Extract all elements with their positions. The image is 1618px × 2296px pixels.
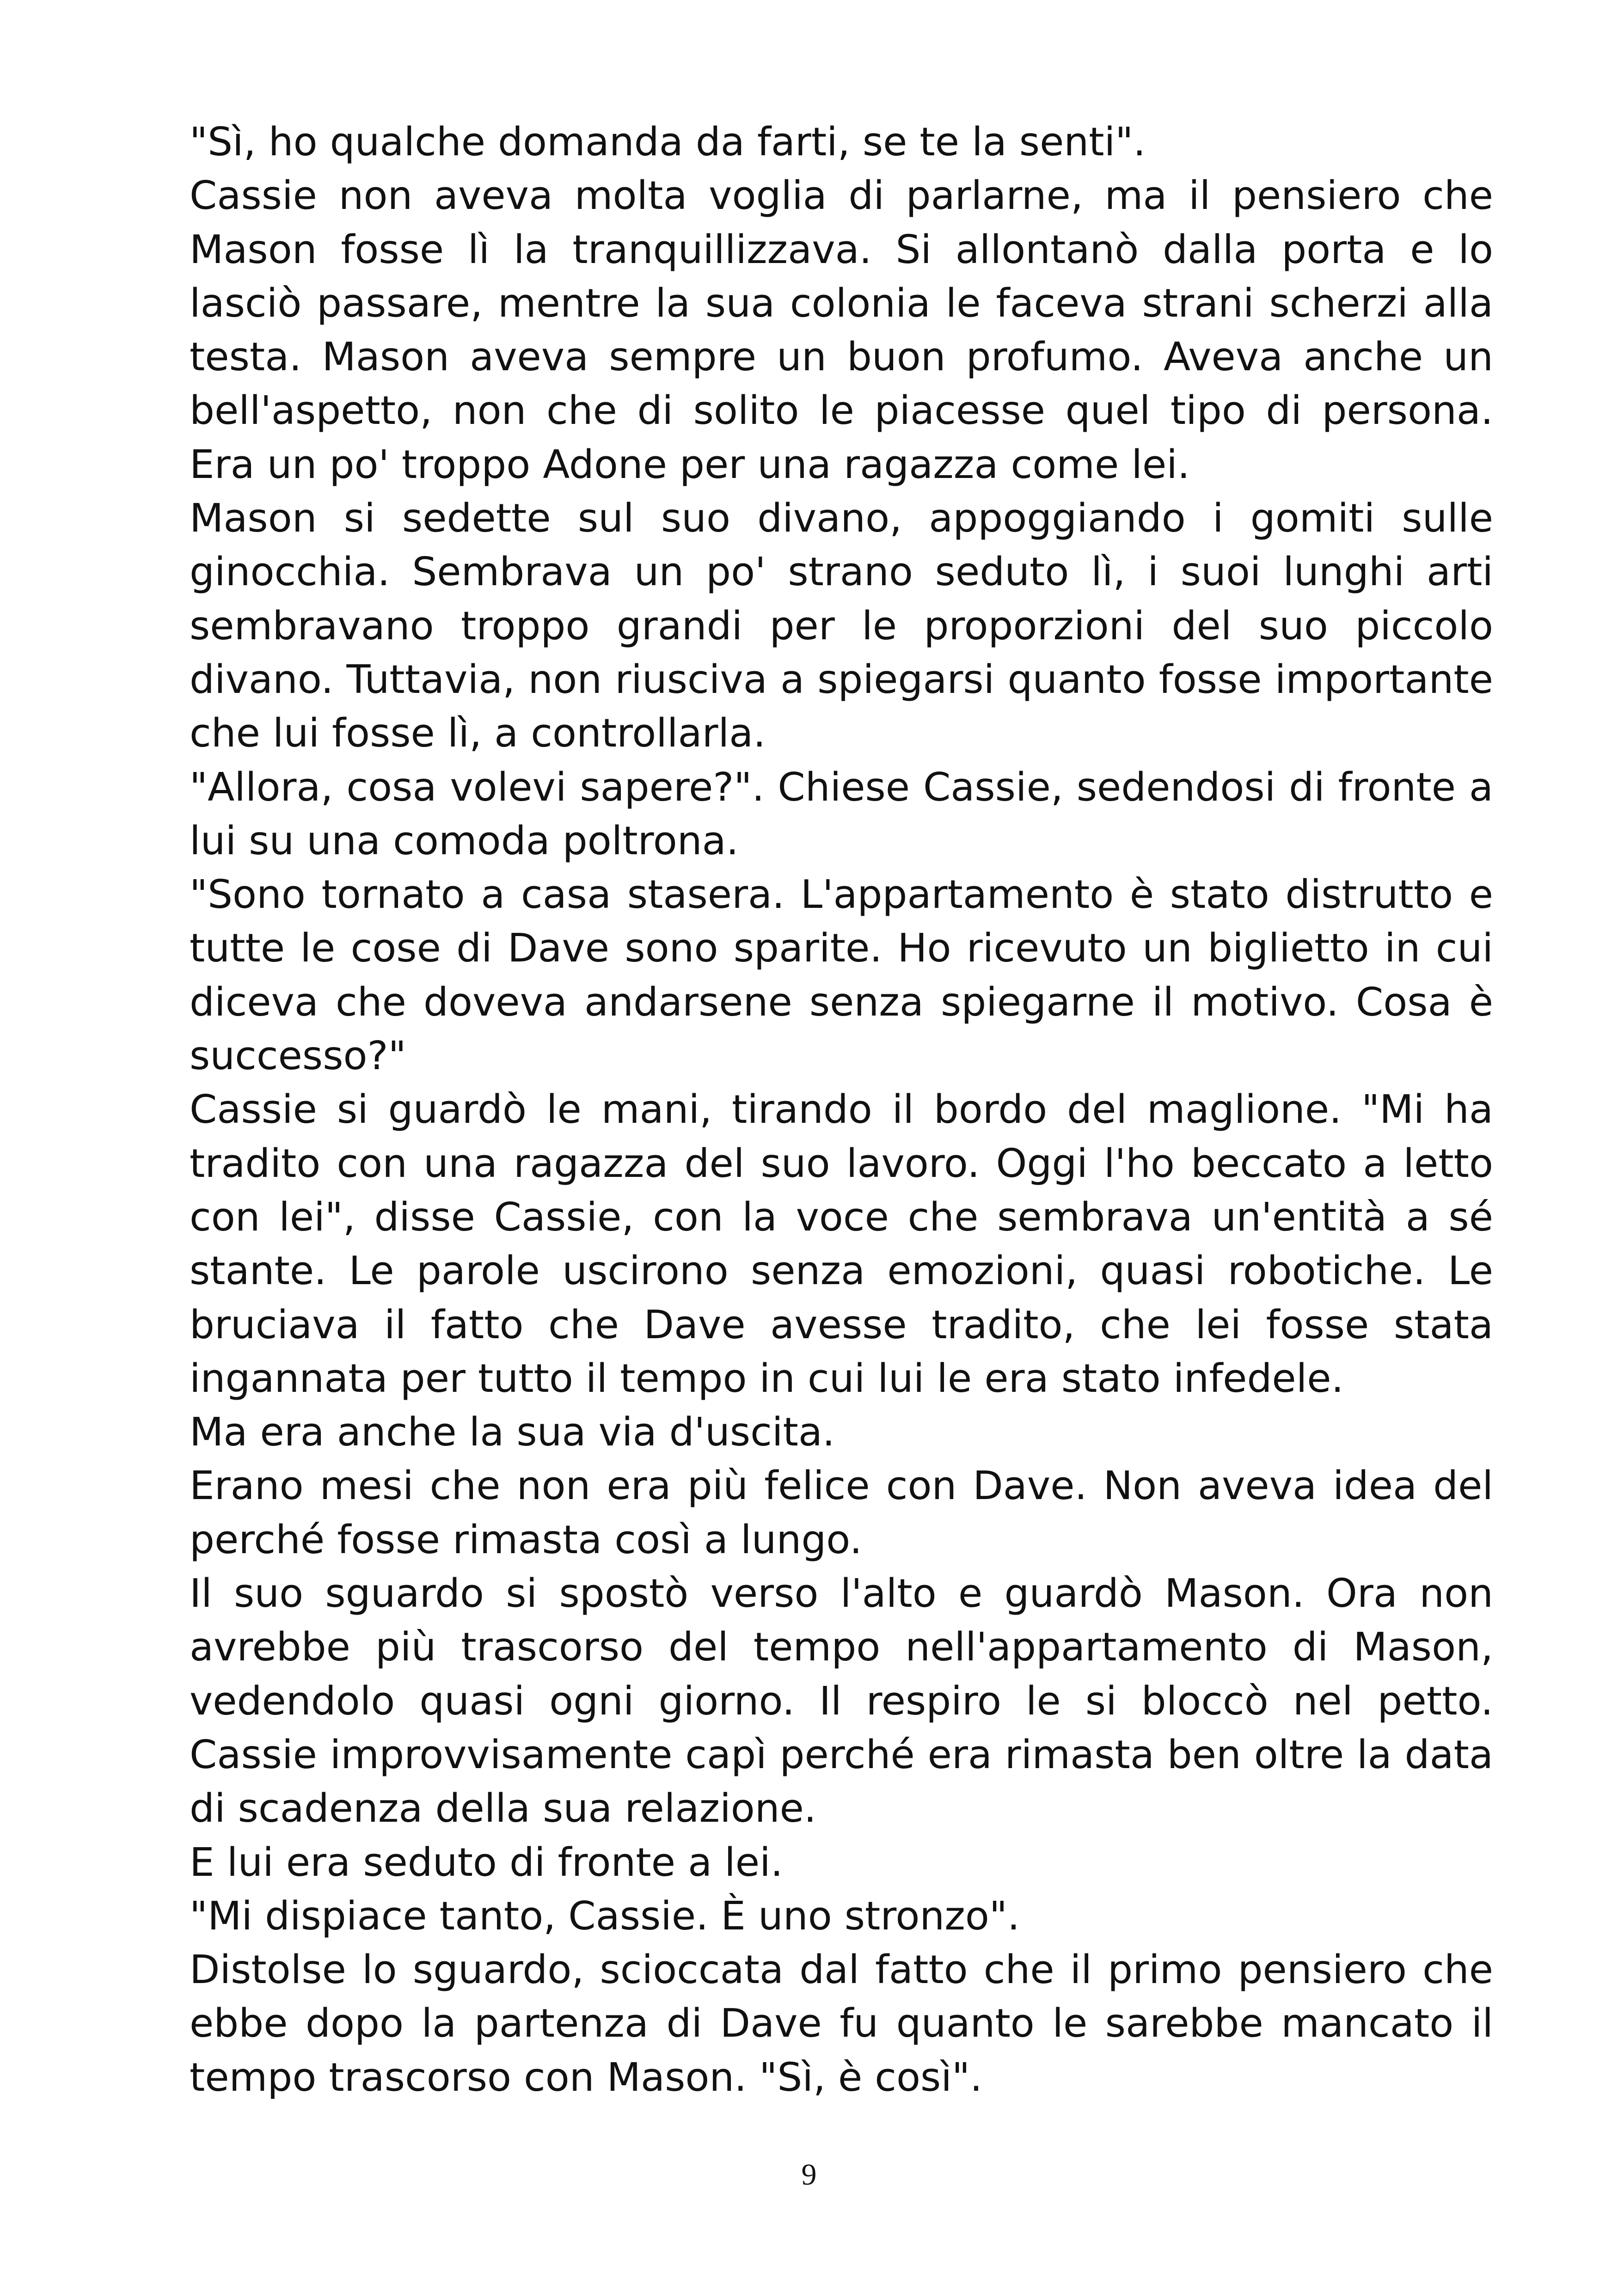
paragraph-8: Erano mesi che non era più felice con Dave. Non aveva idea del perché fosse rimasta così a lungo. (190, 1463, 1493, 1563)
paragraph-7: Ma era anche la sua via d'uscita. (190, 1409, 835, 1456)
paragraph-6: Cassie si guardò le mani, tirando il bordo del maglione. "Mi ha tradito con una ragazza del suo lavoro. Oggi l'ho beccato a letto con lei", disse Cassie, con la voce che sembrava un'entità a sé stante. Le parole uscirono senza emozioni, quasi robotiche. Le bruciava il fatto che Dave avesse tradito, che lei fosse stata ingannata per tutto il tempo in cui lui le era stato infedele. (190, 1087, 1493, 1402)
paragraph-11: "Mi dispiace tanto, Cassie. È uno stronzo". (190, 1893, 1020, 1939)
paragraph-1: "Sì, ho qualche domanda da farti, se te la senti". (190, 119, 1146, 165)
paragraph-3: Mason si sedette sul suo divano, appoggiando i gomiti sulle ginocchia. Sembrava un po' strano seduto lì, i suoi lunghi arti sembravano troppo grandi per le proporzioni del suo piccolo divano. Tuttavia, non riusciva a spiegarsi quanto fosse importante che lui fosse lì, a controllarla. (190, 496, 1493, 757)
paragraph-12: Distolse lo sguardo, scioccata dal fatto che il primo pensiero che ebbe dopo la partenza di Dave fu quanto le sarebbe mancato il tempo trascorso con Mason. "Sì, è così". (190, 1947, 1493, 2100)
paragraph-4: "Allora, cosa volevi sapere?". Chiese Cassie, sedendosi di fronte a lui su una comoda poltrona. (190, 764, 1493, 864)
body-text (190, 116, 1493, 2105)
page-number: 9 (801, 2158, 817, 2192)
paragraph-10: E lui era seduto di fronte a lei. (190, 1839, 783, 1886)
paragraph-2: Cassie non aveva molta voglia di parlarne, ma il pensiero che Mason fosse lì la tranquillizzava. Si allontanò dalla porta e lo lasciò passare, mentre la sua colonia le faceva strani scherzi alla testa. Mason aveva sempre un buon profumo. Aveva anche un bell'aspetto, non che di solito le piacesse quel tipo di persona. Era un po' troppo Adone per una ragazza come lei. (190, 173, 1493, 488)
paragraph-9: Il suo sguardo si spostò verso l'alto e guardò Mason. Ora non avrebbe più trascorso del tempo nell'appartamento di Mason, vedendolo quasi ogni giorno. Il respiro le si bloccò nel petto. Cassie improvvisamente capì perché era rimasta ben oltre la data di scadenza della sua relazione. (190, 1571, 1493, 1832)
paragraph-5: "Sono tornato a casa stasera. L'appartamento è stato distrutto e tutte le cose di Dave sono sparite. Ho ricevuto un biglietto in cui diceva che doveva andarsene senza spiegarne il motivo. Cosa è successo?" (190, 872, 1493, 1079)
